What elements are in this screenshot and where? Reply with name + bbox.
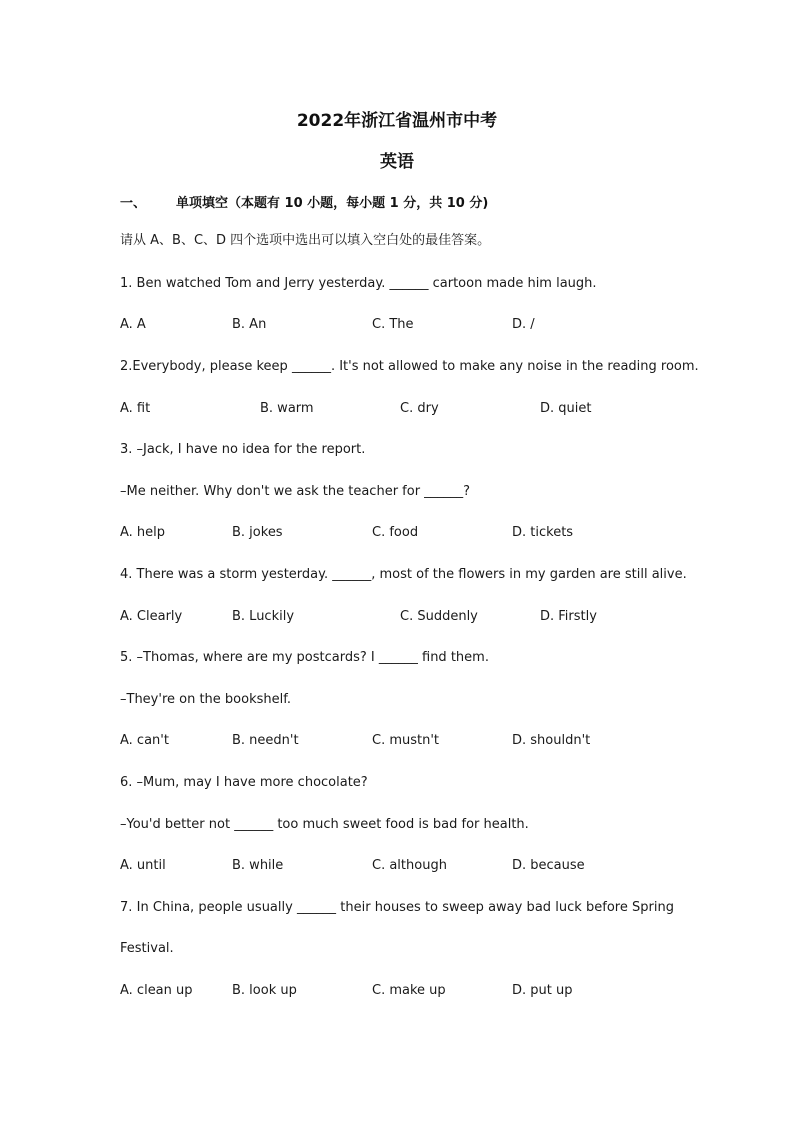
question-5-reply: –They're on the bookshelf. — [120, 692, 291, 707]
question-3-text: 3. –Jack, I have no idea for the report. — [120, 442, 366, 457]
question-4-option-d: D. Firstly — [540, 609, 597, 624]
question-7-text-continued: Festival. — [120, 941, 174, 956]
question-3-option-c: C. food — [372, 525, 419, 540]
question-7-option-d: D. put up — [512, 983, 573, 998]
question-6-option-c: C. although — [372, 858, 447, 873]
question-6-text: 6. –Mum, may I have more chocolate? — [120, 775, 368, 790]
question-1-option-d: D. / — [512, 317, 535, 332]
question-2-option-c: C. dry — [400, 401, 439, 416]
question-7-option-a: A. clean up — [120, 983, 193, 998]
question-6-option-a: A. until — [120, 858, 166, 873]
instruction-text: 请从 A、B、C、D 四个选项中选出可以填入空白处的最佳答案。 — [120, 233, 491, 248]
question-4-option-c: C. Suddenly — [400, 609, 478, 624]
section-title: 单项填空（本题有 10 小题，每小题 1 分，共 10 分) — [176, 196, 489, 211]
question-4-option-a: A. Clearly — [120, 609, 183, 624]
question-6-option-b: B. while — [232, 858, 284, 873]
section-heading — [120, 192, 488, 211]
question-2-option-b: B. warm — [260, 401, 314, 416]
question-7-option-c: C. make up — [372, 983, 446, 998]
question-2-option-d: D. quiet — [540, 401, 592, 416]
question-5-option-d: D. shouldn't — [512, 733, 591, 748]
question-3-option-b: B. jokes — [232, 525, 283, 540]
question-3-option-d: D. tickets — [512, 525, 574, 540]
question-2-text: 2.Everybody, please keep ______. It's not allowed to make any noise in the reading room. — [120, 359, 699, 374]
exam-subject: 英语 — [380, 152, 414, 172]
question-6-option-d: D. because — [512, 858, 585, 873]
question-7-option-b: B. look up — [232, 983, 297, 998]
question-1-option-b: B. An — [232, 317, 267, 332]
question-1-text: 1. Ben watched Tom and Jerry yesterday. ______ cartoon made him laugh. — [120, 276, 597, 291]
question-1-option-a: A. A — [120, 317, 146, 332]
question-7-text: 7. In China, people usually ______ their houses to sweep away bad luck before Spring — [120, 900, 674, 915]
question-5-option-a: A. can't — [120, 733, 169, 748]
question-4-option-b: B. Luckily — [232, 609, 295, 624]
question-3-reply: –Me neither. Why don't we ask the teacher for ______? — [120, 484, 471, 499]
question-2-option-a: A. fit — [120, 401, 151, 416]
exam-title: 2022年浙江省温州市中考 — [296, 111, 498, 131]
question-3-option-a: A. help — [120, 525, 166, 540]
question-1-option-c: C. The — [372, 317, 414, 332]
question-5-text: 5. –Thomas, where are my postcards? I ______ find them. — [120, 650, 489, 665]
question-5-option-c: C. mustn't — [372, 733, 440, 748]
section-number: 一、 — [120, 196, 147, 211]
question-6-reply: –You'd better not ______ too much sweet food is bad for health. — [120, 817, 529, 832]
question-4-text: 4. There was a storm yesterday. ______, most of the flowers in my garden are still alive. — [120, 567, 687, 582]
question-5-option-b: B. needn't — [232, 733, 299, 748]
